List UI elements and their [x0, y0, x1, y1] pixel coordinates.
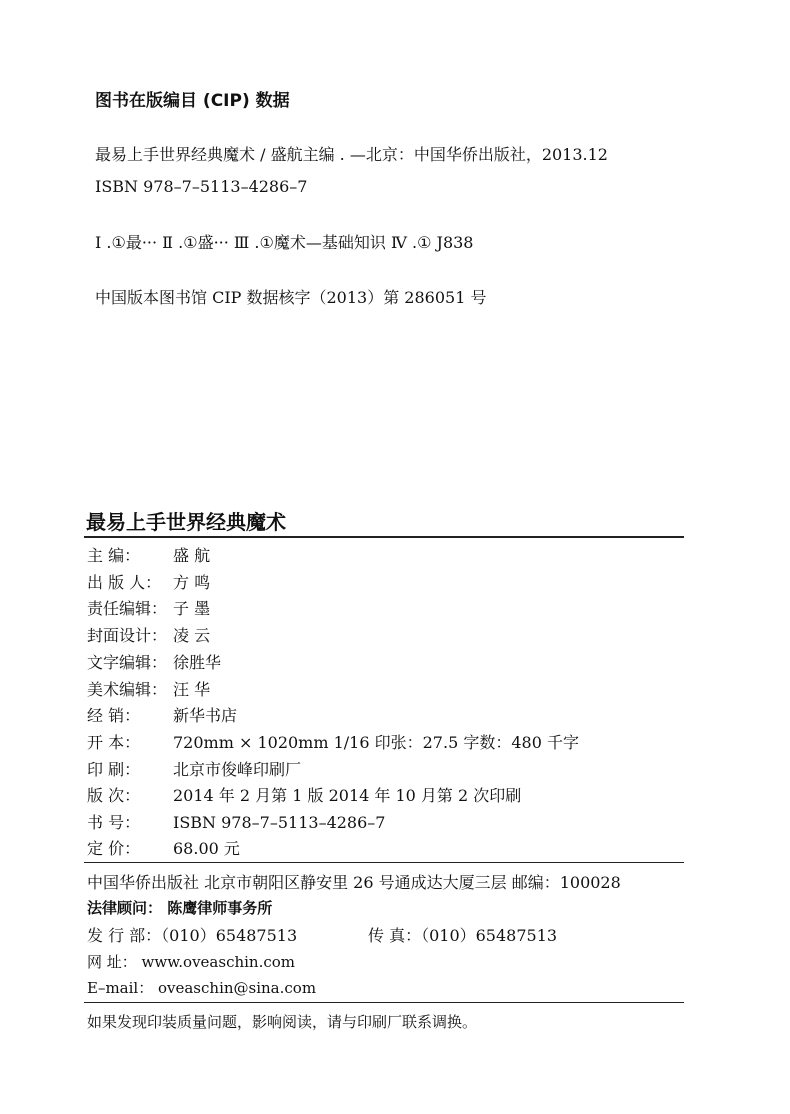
credit-value: ISBN 978–7–5113–4286–7 [173, 813, 386, 832]
publisher-rule [84, 862, 684, 863]
credit-label: 封面设计： [87, 626, 168, 645]
credit-value: 凌 云 [173, 626, 211, 645]
book-title: 最易上手世界经典魔术 [86, 510, 286, 534]
credit-label: 出 版 人： [87, 573, 162, 592]
cip-description: 最易上手世界经典魔术 / 盛航主编 . —北京：中国华侨出版社，2013.12 [95, 145, 608, 164]
credit-row [87, 596, 210, 619]
credit-value: 新华书店 [173, 706, 238, 725]
credit-value: 子 墨 [173, 599, 211, 618]
email-line: E–mail： oveaschin@sina.com [87, 979, 317, 997]
credit-row [87, 703, 237, 726]
quality-notice: 如果发现印装质量问题，影响阅读，请与印刷厂联系调换。 [87, 1013, 478, 1031]
credit-value: 盛 航 [173, 546, 211, 565]
credit-label: 主 编： [87, 546, 141, 565]
credit-label: 经 销： [87, 706, 141, 725]
credit-row [87, 810, 385, 833]
credit-value: 2014 年 2 月第 1 版 2014 年 10 月第 2 次印刷 [173, 786, 522, 805]
credit-label: 版 次： [87, 786, 141, 805]
title-rule [84, 536, 684, 538]
fax-number: 传 真：（010）65487513 [368, 926, 558, 945]
cip-heading: 图书在版编目 (CIP) 数据 [95, 91, 290, 111]
credit-row [87, 570, 210, 593]
credit-label: 美术编辑： [87, 680, 168, 699]
credit-label: 定 价： [87, 839, 141, 858]
notice-rule [84, 1002, 684, 1003]
credit-value: 北京市俊峰印刷厂 [173, 760, 302, 779]
credit-label: 开 本： [87, 733, 141, 752]
credit-row [87, 757, 301, 780]
credit-value: 68.00 元 [173, 839, 240, 858]
credit-row [87, 650, 221, 673]
cip-record-number: 中国版本图书馆 CIP 数据核字（2013）第 286051 号 [95, 288, 487, 307]
credit-value: 方 鸣 [173, 573, 211, 592]
legal-counsel: 法律顾问： 陈鹰律师事务所 [87, 899, 273, 917]
website-line: 网 址： www.oveaschin.com [87, 953, 296, 971]
credit-row [87, 730, 579, 753]
credit-value: 720mm × 1020mm 1/16 印张：27.5 字数：480 千字 [173, 733, 579, 752]
credit-row [87, 623, 210, 646]
credit-label: 责任编辑： [87, 599, 168, 618]
credit-value: 徐胜华 [173, 653, 222, 672]
distribution-phone: 发 行 部：（010）65487513 [87, 926, 298, 945]
credit-label: 印 刷： [87, 760, 141, 779]
credit-row [87, 836, 240, 859]
credit-value: 汪 华 [173, 680, 211, 699]
credit-label: 文字编辑： [87, 653, 168, 672]
credit-row [87, 677, 210, 700]
credit-row [87, 543, 210, 566]
cip-isbn: ISBN 978–7–5113–4286–7 [95, 177, 308, 196]
cip-classification: Ⅰ .①最··· Ⅱ .①盛··· Ⅲ .①魔术—基础知识 Ⅳ .① J838 [95, 233, 474, 252]
publisher-address: 中国华侨出版社 北京市朝阳区静安里 26 号通成达大厦三层 邮编：100028 [87, 873, 621, 892]
credit-label: 书 号： [87, 813, 141, 832]
credit-row [87, 783, 521, 806]
